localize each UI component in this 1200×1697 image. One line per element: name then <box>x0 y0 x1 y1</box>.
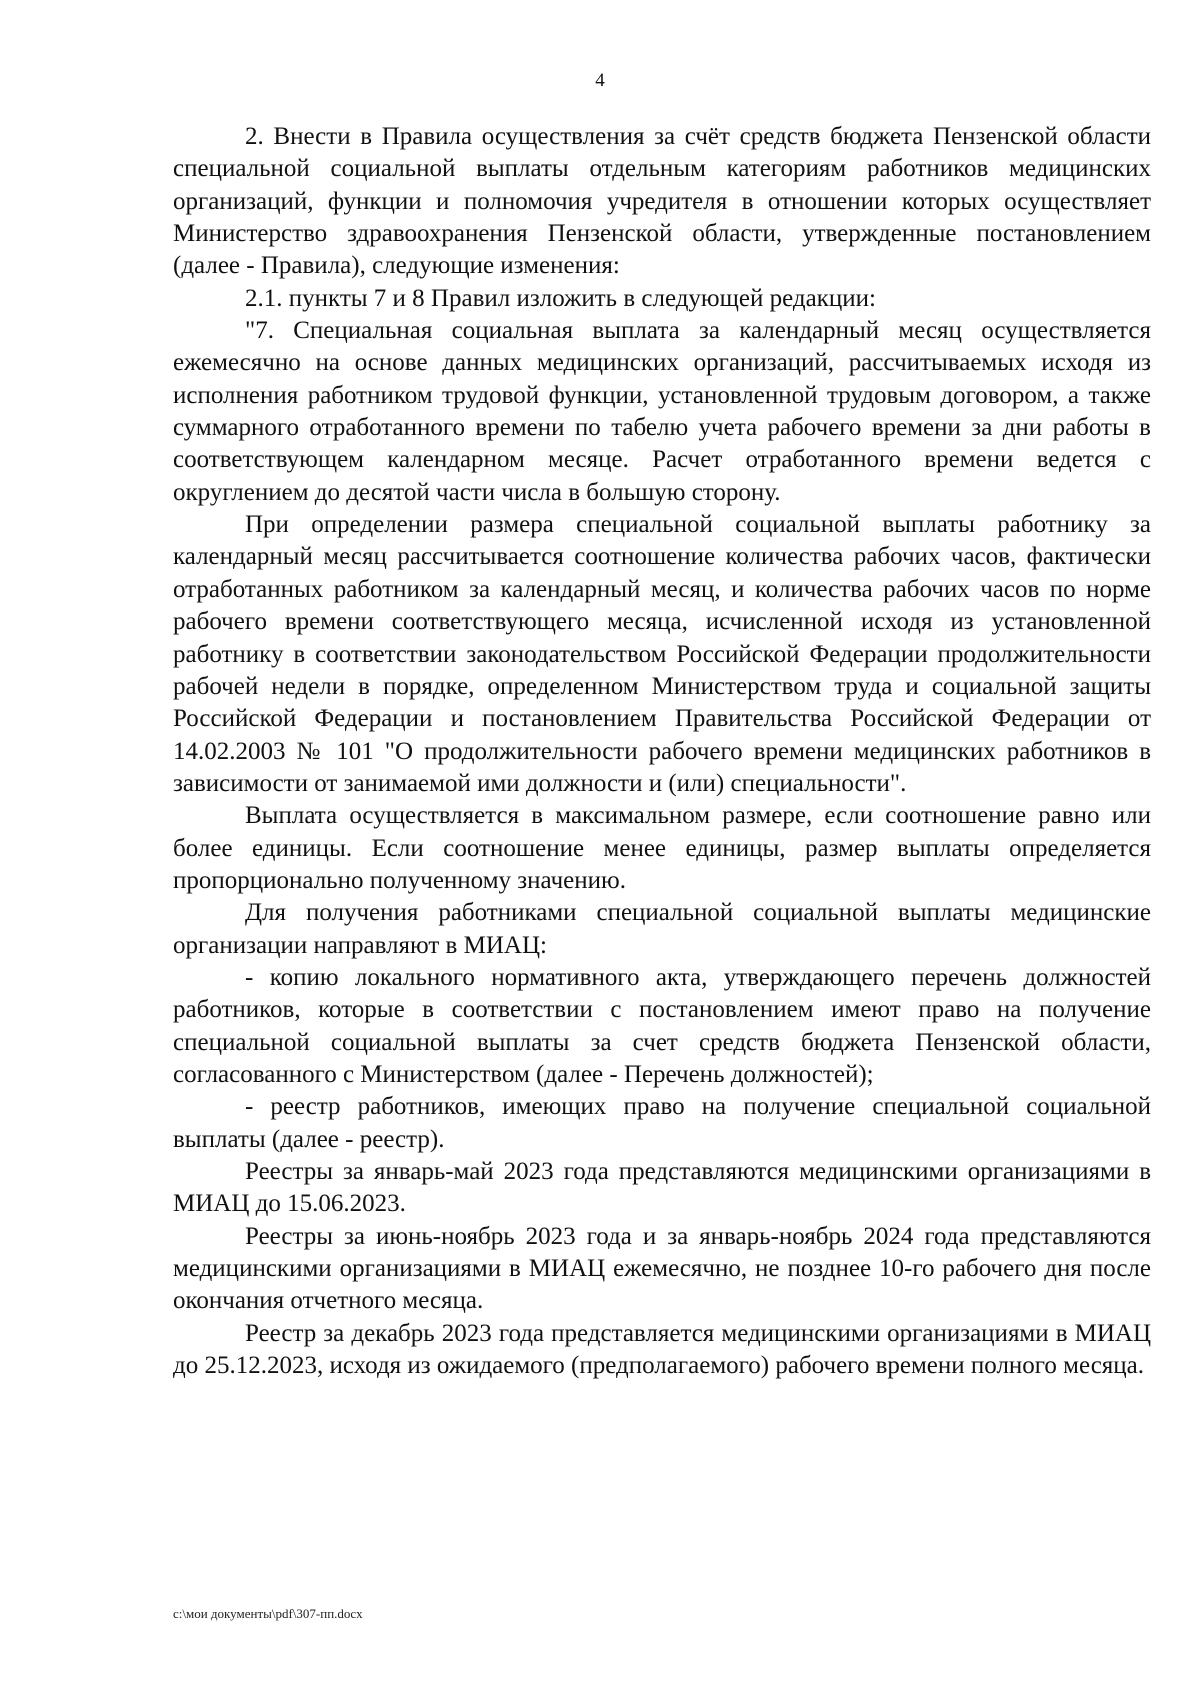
document-body <box>173 121 1151 1382</box>
paragraph-documents-to-miac: Для получения работниками специальной социальной выплаты медицинские организации направляют в МИАЦ: <box>173 899 1151 959</box>
paragraph-registry-monthly: Реестры за июнь-ноябрь 2023 года и за январь-ноябрь 2024 года представляются медицинскими организациями в МИАЦ ежемесячно, не позднее 10-го рабочего дня после окончания отчетного месяца. <box>173 1222 1151 1315</box>
paragraph-registry-jan-may: Реестры за январь-май 2023 года представляются медицинскими организациями в МИАЦ до 15.06.2023. <box>173 1158 1151 1218</box>
paragraph-ratio-calculation: При определении размера специальной социальной выплаты работнику за календарный месяц рассчитывается соотношение количества рабочих часов, фактически отработанных работником за календарный месяц, и количества рабочих часов по норме рабочего времени соответствующего месяца, исчисленной исходя из установленной работнику в соответствии законодательством Российской Федерации продолжительности рабочей недели в порядке, определенном Министерством труда и социальной защиты Российской Федерации и постановлением Правительства Российской Федерации от 14.02.2003 № 101 "О продолжительности рабочего времени медицинских работников в зависимости от занимаемой ими должности и (или) специальности". <box>173 511 1151 797</box>
footer-file-path: c:\мои документы\pdf\307-пп.docx <box>173 1606 363 1621</box>
paragraph-payment-size: Выплата осуществляется в максимальном размере, если соотношение равно или более единицы. Если соотношение менее единицы, размер выплаты определяется пропорционально полученному значению. <box>173 802 1151 894</box>
paragraph-list-item-registry: - реестр работников, имеющих право на получение специальной социальной выплаты (далее - реестр). <box>173 1093 1151 1153</box>
paragraph-item-2-1: 2.1. пункты 7 и 8 Правил изложить в следующей редакции: <box>245 284 876 312</box>
paragraph-registry-december: Реестр за декабрь 2023 года представляется медицинскими организациями в МИАЦ до 25.12.2023, исходя из ожидаемого (предполагаемого) рабочего времени полного месяца. <box>173 1319 1151 1380</box>
paragraph-point-7: "7. Специальная социальная выплата за календарный месяц осуществляется ежемесячно на основе данных медицинских организаций, рассчитываемых исходя из исполнения работником трудовой функции, установленной трудовым договором, а также суммарного отработанного времени по табелю учета рабочего времени за дни работы в соответствующем календарном месяце. Расчет отработанного времени ведется с округлением до десятой части числа в большую сторону. <box>173 317 1151 506</box>
paragraph-amendment-intro: 2. Внести в Правила осуществления за счёт средств бюджета Пензенской области специальной социальной выплаты отдельным категориям работников медицинских организаций, функции и полномочия учредителя в отношении которых осуществляет Министерство здравоохранения Пензенской области, утвержденные постановлением (далее - Правила), следующие изменения: <box>173 123 1151 280</box>
page-number: 4 <box>595 70 605 91</box>
paragraph-list-item-act-copy: - копию локального нормативного акта, утверждающего перечень должностей работников, которые в соответствии с постановлением имеют право на получение специальной социальной выплаты за счет средств бюджета Пензенской области, согласованного с Министерством (далее - Перечень должностей); <box>173 963 1151 1088</box>
